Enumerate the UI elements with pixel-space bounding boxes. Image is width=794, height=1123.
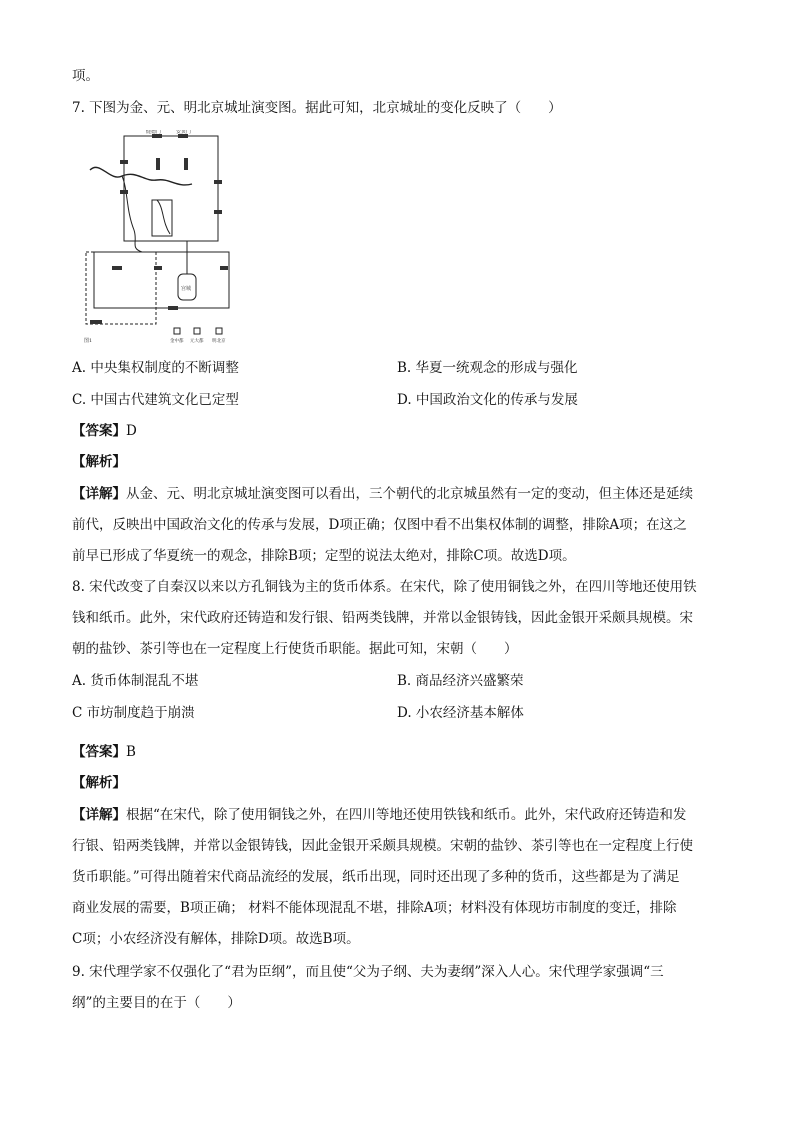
q9-stem-line: 纲”的主要目的在于（ ） — [72, 995, 241, 1011]
q8-stem-line: 8. 宋代改变了自秦汉以来以方孔铜钱为主的货币体系。在宋代，除了使用铜钱之外，在四川等地还使用铁 — [72, 579, 697, 595]
map-legend-ming: 明北京 — [212, 339, 226, 344]
q8-detail-line: C项；小农经济没有解体，排除D项。故选B项。 — [72, 931, 360, 947]
map-palace-label: 宫城 — [181, 286, 192, 292]
answer-value: B — [126, 744, 136, 760]
q8-option-c: C 市坊制度趋于崩溃 — [72, 705, 195, 721]
q8-stem-line: 朝的盐钞、茶引等也在一定程度上行使货币职能。据此可知，宋朝（ ） — [72, 641, 518, 657]
q8-detail-line: 【详解】根据“在宋代，除了使用铜钱之外，在四川等地还使用铁钱和纸币。此外，宋代政府还铸造和发 — [72, 807, 687, 823]
q8-detail-line: 商业发展的需要，B项正确； 材料不能体现混乱不堪，排除A项；材料没有体现坊市制度的变迁，排除 — [72, 900, 677, 916]
map-legend-yuan: 元大都 — [190, 339, 204, 344]
intro-tail: 项。 — [72, 68, 99, 84]
q8-option-a: A. 货币体制混乱不堪 — [72, 673, 199, 689]
q8-analysis-label: 【解析】 — [72, 775, 126, 791]
q7-detail-line: 前代，反映出中国政治文化的传承与发展，D项正确；仅图中看不出集权体制的调整，排除A项；在这之 — [72, 517, 687, 533]
answer-label: 【答案】 — [72, 744, 126, 760]
q7-detail-line: 前早已形成了华夏统一的观念，排除B项；定型的说法太绝对，排除C项。故选D项。 — [72, 548, 576, 564]
answer-value: D — [126, 423, 137, 439]
map-legend-jin: 金中都 — [170, 339, 184, 344]
q8-stem-line: 钱和纸币。此外，宋代政府还铸造和发行银、铅两类钱牌，并常以金银铸钱，因此金银开采颇具规模。宋 — [72, 610, 693, 626]
q8-detail-line: 行银、铅两类钱牌，并常以金银铸钱，因此金银开采颇具规模。宋朝的盐钞、茶引等也在一定程度上行使 — [72, 838, 693, 854]
q7-option-a: A. 中央集权制度的不断调整 — [72, 360, 239, 376]
q7-option-c: C. 中国古代建筑文化已定型 — [72, 392, 239, 408]
map-gate-label: 健德门 — [146, 130, 162, 135]
map-caption: 图1 — [84, 338, 93, 344]
detail-label: 【详解】 — [72, 486, 126, 502]
map-gate-label: 安贞门 — [176, 130, 192, 135]
detail-label: 【详解】 — [72, 807, 126, 823]
q7-analysis-label: 【解析】 — [72, 454, 126, 470]
q9-stem-line: 9. 宋代理学家不仅强化了“君为臣纲”，而且使“父为子纲、夫为妻纲”深入人心。宋代理学家强调“三 — [72, 964, 664, 980]
answer-label: 【答案】 — [72, 423, 126, 439]
q8-detail-line: 货币职能。”可得出随着宋代商品流经的发展，纸币出现，同时还出现了多种的货币，这些都是为了满足 — [72, 869, 680, 885]
q7-option-b: B. 华夏一统观念的形成与强化 — [397, 360, 578, 376]
q8-option-d: D. 小农经济基本解体 — [397, 705, 524, 721]
q7-answer — [72, 421, 137, 441]
q7-stem: 7. 下图为金、元、明北京城址演变图。据此可知，北京城址的变化反映了（ ） — [72, 100, 562, 116]
q8-answer — [72, 742, 136, 762]
q8-option-b: B. 商品经济兴盛繁荣 — [397, 673, 524, 689]
q7-option-d: D. 中国政治文化的传承与发展 — [397, 392, 578, 408]
beijing-city-evolution-map — [82, 130, 242, 345]
q7-detail-line: 【详解】从金、元、明北京城址演变图可以看出，三个朝代的北京城虽然有一定的变动，但主体还是延续 — [72, 486, 693, 502]
